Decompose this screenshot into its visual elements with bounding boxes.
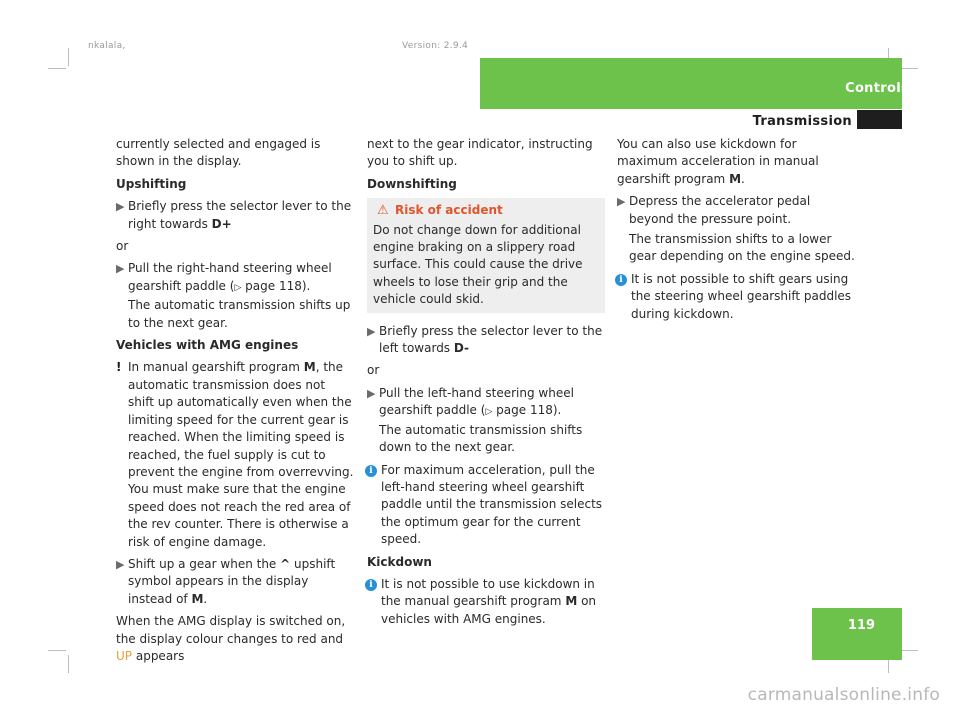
item-text: The automatic transmission shifts down to the next gear. <box>379 422 583 455</box>
risk-title <box>373 202 599 219</box>
item-line <box>379 385 605 422</box>
crop-mark <box>68 48 69 66</box>
warning-note <box>116 359 354 550</box>
crop-mark <box>48 650 66 651</box>
crop-mark <box>48 68 66 69</box>
info-line <box>379 576 605 628</box>
info-text: It is not possible to shift gears using the steering wheel gearshift paddles during kickdown. <box>631 271 852 321</box>
warning-text: , the automatic transmission does not shift up automatically even when the limiting speed for the current gear is reached. When the limiting speed is reached, the fuel supply is cut to prevent the engine from overrevving. <box>128 360 354 479</box>
text-bold: M <box>729 171 742 186</box>
list-item <box>116 260 354 332</box>
risk-warning-box <box>367 198 605 312</box>
title-marker <box>857 110 902 129</box>
info-note <box>367 576 605 628</box>
list-item <box>617 193 855 266</box>
bullet-arrow-icon: ▶ <box>116 200 125 214</box>
info-text: For maximum acceleration, pull the left-hand steering wheel gearshift paddle until the transmission selects the optimum gear for the current speed. <box>381 462 603 547</box>
bullet-arrow-icon: ▶ <box>617 195 626 209</box>
risk-title-text: Risk of accident <box>395 203 503 218</box>
bullet-arrow-icon: ▶ <box>116 557 125 571</box>
item-text: Pull the left-hand steering wheel gearshift paddle ( <box>379 385 574 418</box>
item-text: . <box>203 591 208 606</box>
item-text: Pull the right-hand steering wheel gearshift paddle ( <box>128 261 332 293</box>
print-meta-version: Version: 2.9.4 <box>402 41 469 51</box>
page-number: 119 <box>847 618 875 633</box>
item-bold: D+ <box>211 216 232 231</box>
item-text: The automatic transmission shifts up to the next gear. <box>128 298 351 330</box>
exclamation-icon: ! <box>116 360 122 375</box>
crop-mark <box>900 650 918 651</box>
warning-line <box>128 359 354 481</box>
crop-mark <box>900 68 918 69</box>
bullet-arrow-icon: ▶ <box>116 262 125 276</box>
amg-heading: Vehicles with AMG engines <box>116 338 299 353</box>
kickdown-intro <box>617 136 855 188</box>
list-item <box>367 385 605 457</box>
list-item <box>116 556 354 608</box>
warning-text: You must make sure that the engine speed does not reach the red area of the rev counter. There is otherwise a risk of engine damage. <box>128 482 351 549</box>
upshift-symbol: ^ <box>280 556 291 571</box>
info-icon: i <box>365 465 377 477</box>
info-note <box>367 462 605 549</box>
item-text: upshift symbol appears in the display instead of <box>128 556 336 606</box>
text: You can also use kickdown for maximum acceleration in manual gearshift program <box>617 137 819 186</box>
list-item <box>367 323 605 358</box>
up-label: UP <box>116 648 133 663</box>
info-text: It is not possible to use kickdown in the manual gearshift program <box>381 576 595 609</box>
or-text: or <box>367 363 380 378</box>
column-1 <box>116 136 354 670</box>
column-2 <box>367 136 605 633</box>
section-label: Controls <box>845 81 909 96</box>
continued-text: next to the gear indicator, instructing you to shift up. <box>367 137 593 169</box>
page-ref[interactable]: page 118). <box>241 278 311 293</box>
item-text: Depress the accelerator pedal beyond the pressure point. <box>629 194 811 226</box>
list-item <box>116 198 354 233</box>
item-bold: D- <box>453 341 470 356</box>
info-bold: M <box>565 594 578 609</box>
downshifting-heading: Downshifting <box>367 176 457 191</box>
info-text: on vehicles with AMG engines. <box>381 594 597 626</box>
item-text: The transmission shifts to a lower gear depending on the engine speed. <box>629 232 855 264</box>
item-text: Shift up a gear when the <box>128 556 281 571</box>
page-ref-icon: ▷ <box>485 407 493 418</box>
item-line <box>128 260 354 297</box>
page-ref[interactable]: page 118). <box>492 403 562 418</box>
text: appears <box>132 648 185 663</box>
item-text: Briefly press the selector lever to the right towards <box>128 199 352 231</box>
warning-triangle-icon: ⚠ <box>377 203 389 219</box>
item-bold: M <box>191 591 204 606</box>
or-text: or <box>116 239 129 254</box>
bullet-arrow-icon: ▶ <box>367 386 376 400</box>
item-text: Briefly press the selector lever to the left towards <box>379 323 603 356</box>
crop-mark <box>68 655 69 673</box>
upshifting-heading: Upshifting <box>116 176 187 191</box>
info-icon: i <box>615 274 627 286</box>
bullet-arrow-icon: ▶ <box>367 324 376 338</box>
warning-bold: M <box>303 360 316 375</box>
watermark: carmanualsonline.info <box>747 685 940 705</box>
column-3 <box>617 136 855 328</box>
info-note <box>617 271 855 323</box>
page-title: Transmission <box>752 114 852 129</box>
risk-text: Do not change down for additional engine braking on a slippery road surface. This could cause the drive wheels to lose their grip and the vehicle could skid. <box>373 222 583 307</box>
amg-display-text <box>116 613 354 665</box>
warning-text: In manual gearshift program <box>128 360 304 375</box>
intro-text: currently selected and engaged is shown in the display. <box>116 137 321 169</box>
section-banner <box>480 58 902 109</box>
info-icon: i <box>365 579 377 591</box>
kickdown-heading: Kickdown <box>367 554 432 569</box>
page-ref-icon: ▷ <box>234 282 242 293</box>
text: When the AMG display is switched on, the display colour changes to red and <box>116 614 346 646</box>
print-meta-left: nkalala, <box>88 41 126 51</box>
text: . <box>741 171 745 186</box>
